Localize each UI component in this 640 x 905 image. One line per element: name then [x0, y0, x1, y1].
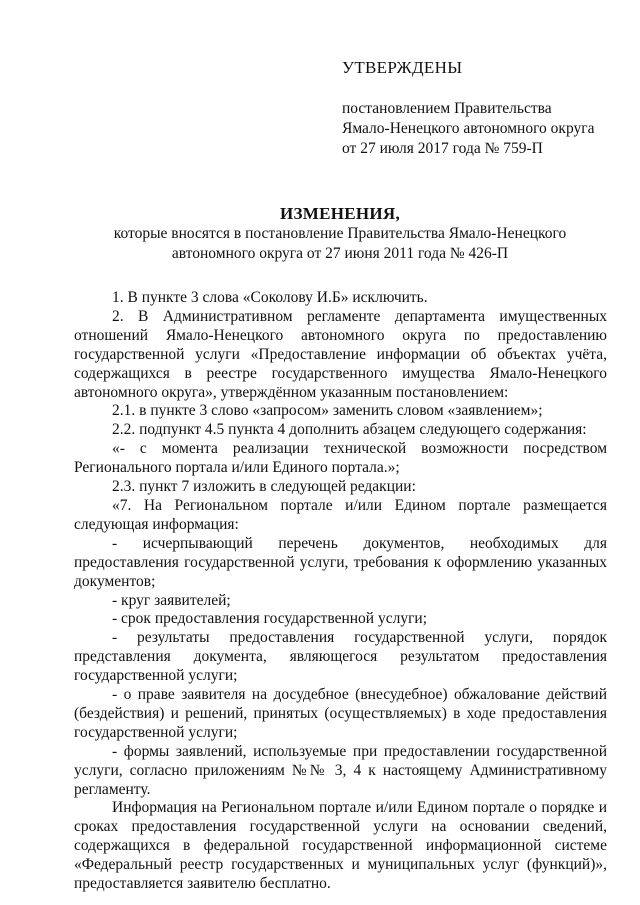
document-title-block: [70, 204, 610, 264]
paragraph: Информация на Региональном портале и/или Едином портале о порядке и сроках предоставления государственной услуги на основании сведений, содержащихся в федеральной государственной информационной системе «Федеральный реестр государственных и муниципальных услуг (функций)», предоставляется заявителю бесплатно.: [74, 799, 607, 893]
document-subtitle-line-2: автономного округа от 27 июня 2011 года № 426-П: [171, 245, 509, 262]
list-item: - исчерпывающий перечень документов, необходимых для предоставления государственной услуги, требования к оформлению указанных документов;: [74, 534, 607, 590]
paragraph: 1. В пункте 3 слова «Соколову И.Б» исключить.: [112, 289, 428, 306]
list-item: - результаты предоставления государственной услуги, порядок представления документа, являющегося результатом предоставления государственной услуги;: [74, 629, 607, 685]
list-item: - о праве заявителя на досудебное (внесудебное) обжалование действий (бездействия) и решений, принятых (осуществляемых) в ходе предоставления государственной услуги;: [74, 686, 607, 741]
paragraph: 2.2. подпункт 4.5 пункта 4 дополнить абзацем следующего содержания:: [112, 421, 587, 439]
approval-line-1: постановлением Правительства: [342, 100, 552, 117]
paragraph: 2.3. пункт 7 изложить в следующей редакции:: [112, 478, 416, 496]
paragraph: «- с момента реализации технической возможности посредством Регионального портала и/или Единого портала.»;: [74, 440, 607, 477]
approval-line-3: от 27 июля 2017 года № 759-П: [342, 140, 543, 157]
approval-stamp: [342, 58, 632, 159]
approval-line-2: Ямало-Ненецкого автономного округа: [342, 120, 595, 137]
list-item: - формы заявлений, используемые при предоставлении государственной услуги, согласно приложениям №№ 3, 4 к настоящему Административному регламенту.: [74, 742, 607, 798]
paragraph: «7. На Региональном портале и/или Едином портале размещается следующая информация:: [74, 496, 607, 533]
approval-heading: УТВЕРЖДЕНЫ: [342, 58, 463, 77]
paragraph: 2.1. в пункте 3 слово «запросом» заменить словом «заявлением»;: [112, 402, 543, 420]
document-body: [74, 289, 607, 894]
list-item: - круг заявителей;: [112, 591, 231, 609]
document-title: ИЗМЕНЕНИЯ,: [279, 204, 401, 223]
paragraph: 2. В Административном регламенте департамента имущественных отношений Ямало-Ненецкого автономного округа по предоставлению государственной услуги «Предоставление информации об объектах учёта, содержащихся в реестре государственного имущества Ямало-Ненецкого автономного округа», утверждённом указанным постановлением:: [74, 307, 607, 401]
document-subtitle-line-1: которые вносятся в постановление Правительства Ямало-Ненецкого: [113, 225, 567, 242]
list-item: - срок предоставления государственной услуги;: [112, 610, 428, 628]
